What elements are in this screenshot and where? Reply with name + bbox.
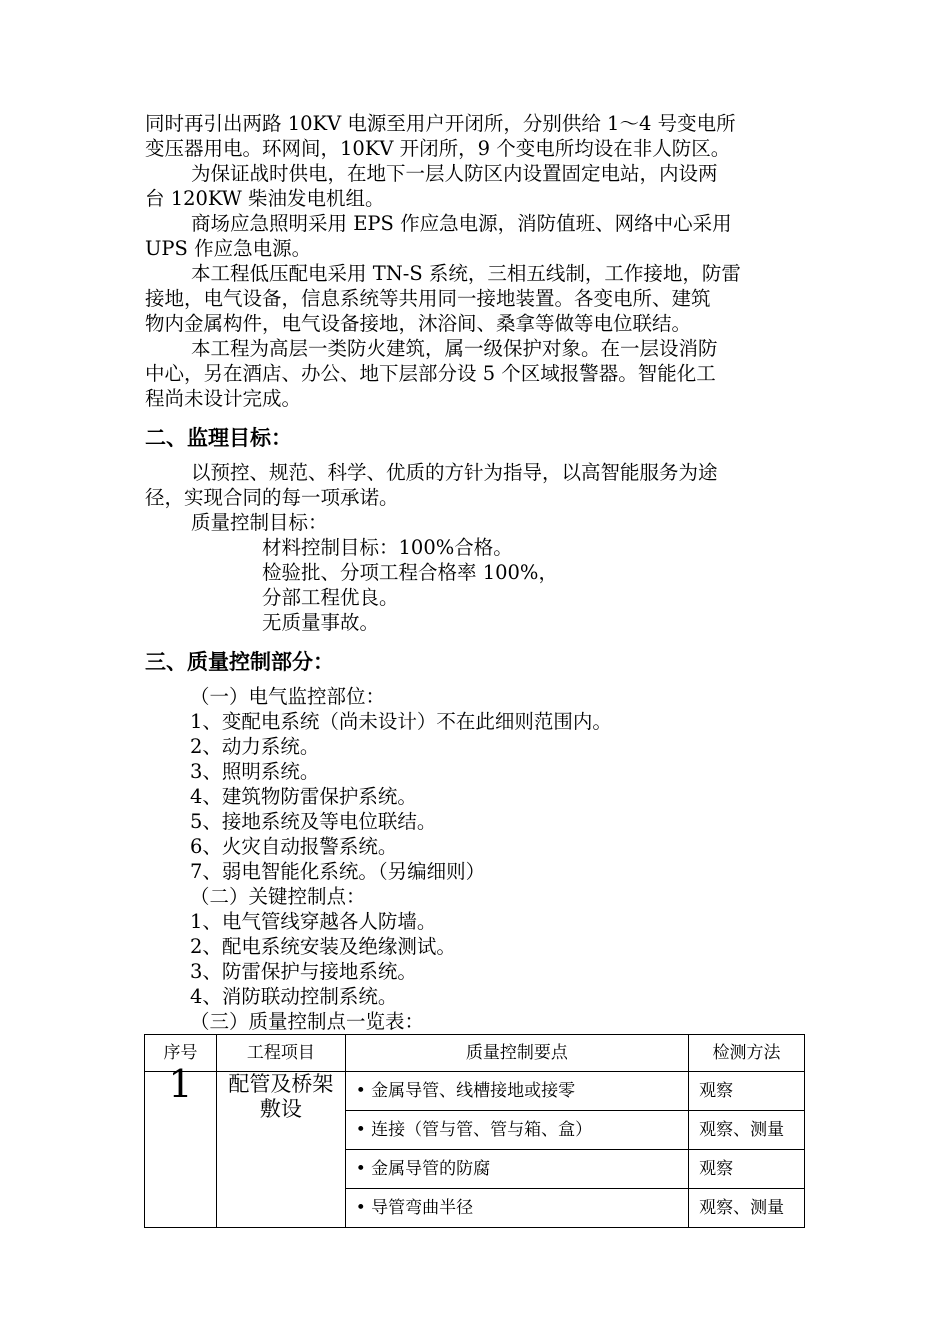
item-cell xyxy=(216,1072,345,1228)
list-item: 6、火灾自动报警系统。 xyxy=(190,835,398,858)
subsection-title: （一）电气监控部位： xyxy=(190,685,386,708)
item-line: 配管及桥架 xyxy=(228,1072,334,1096)
list-item: 2、配电系统安装及绝缘测试。 xyxy=(190,935,456,958)
quality-control-table xyxy=(144,1034,805,1228)
header-point: 质量控制要点 xyxy=(345,1035,688,1072)
quality-target: 检验批、分项工程合格率 100%， xyxy=(262,561,558,584)
header-item: 工程项目 xyxy=(216,1035,345,1072)
list-item: 4、建筑物防雷保护系统。 xyxy=(190,785,417,808)
list-item: 5、接地系统及等电位联结。 xyxy=(190,810,437,833)
seq-cell: 1 xyxy=(145,1072,217,1228)
list-item: 2、动力系统。 xyxy=(190,735,320,758)
intro-paragraph-4 xyxy=(145,261,805,336)
control-point-cell: • 导管弯曲半径 xyxy=(345,1189,688,1228)
text-line: 接地，电气设备，信息系统等共用同一接地装置。各变电所、建筑 xyxy=(145,287,711,310)
text-line: 物内金属构件，电气设备接地，沐浴间、桑拿等做等电位联结。 xyxy=(145,312,692,335)
text-line: 商场应急照明采用 EPS 作应急电源，消防值班、网络中心采用 xyxy=(191,212,732,235)
quality-target: 材料控制目标：100%合格。 xyxy=(262,536,513,559)
subsection-title: （二）关键控制点： xyxy=(190,885,366,908)
text-line: 为保证战时供电，在地下一层人防区内设置固定电站，内设两 xyxy=(191,162,718,185)
text-line: 本工程低压配电采用 TN-S 系统，三相五线制，工作接地，防雷 xyxy=(191,262,741,285)
table-header-row xyxy=(145,1035,805,1072)
list-item: 7、弱电智能化系统。（另编细则） xyxy=(190,860,486,883)
list-item: 1、变配电系统（尚未设计）不在此细则范围内。 xyxy=(190,710,612,733)
section-heading-goals: 二、监理目标： xyxy=(145,426,292,450)
text-line: 中心，另在酒店、办公、地下层部分设 5 个区域报警器。智能化工 xyxy=(145,362,716,385)
quality-goal-label: 质量控制目标： xyxy=(191,511,328,534)
intro-paragraph-1 xyxy=(145,111,805,161)
intro-paragraph-3 xyxy=(145,211,805,261)
control-point-cell: • 连接（管与管、管与箱、盒） xyxy=(345,1111,688,1150)
header-method: 检测方法 xyxy=(689,1035,805,1072)
list-item: 4、消防联动控制系统。 xyxy=(190,985,398,1008)
quality-target: 分部工程优良。 xyxy=(262,586,399,609)
control-point-cell: • 金属导管的防腐 xyxy=(345,1150,688,1189)
header-seq: 序号 xyxy=(145,1035,217,1072)
text-line: UPS 作应急电源。 xyxy=(145,237,312,260)
item-line: 敷设 xyxy=(259,1097,302,1121)
section-heading-quality: 三、质量控制部分： xyxy=(145,650,334,674)
goal-paragraph xyxy=(145,460,805,510)
quality-target: 无质量事故。 xyxy=(262,611,380,634)
method-cell: 观察、测量 xyxy=(689,1189,805,1228)
control-point-cell: • 金属导管、线槽接地或接零 xyxy=(345,1072,688,1111)
intro-paragraph-2 xyxy=(145,161,805,211)
method-cell: 观察 xyxy=(689,1072,805,1111)
method-cell: 观察 xyxy=(689,1150,805,1189)
list-item: 3、照明系统。 xyxy=(190,760,320,783)
text-line: 以预控、规范、科学、优质的方针为指导，以高智能服务为途 xyxy=(191,461,718,484)
intro-paragraph-5 xyxy=(145,336,805,411)
method-cell: 观察、测量 xyxy=(689,1111,805,1150)
text-line: 台 120KW 柴油发电机组。 xyxy=(145,187,385,210)
text-line: 变压器用电。环网间，10KV 开闭所，9 个变电所均设在非人防区。 xyxy=(145,137,731,160)
text-line: 同时再引出两路 10KV 电源至用户开闭所，分别供给 1～4 号变电所 xyxy=(145,112,736,135)
subsection-title: （三）质量控制点一览表： xyxy=(190,1010,425,1033)
list-item: 3、防雷保护与接地系统。 xyxy=(190,960,417,983)
list-item: 1、电气管线穿越各人防墙。 xyxy=(190,910,437,933)
text-line: 径，实现合同的每一项承诺。 xyxy=(145,486,399,509)
table-row xyxy=(145,1072,805,1111)
text-line: 程尚未设计完成。 xyxy=(145,387,302,410)
text-line: 本工程为高层一类防火建筑，属一级保护对象。在一层设消防 xyxy=(191,337,718,360)
